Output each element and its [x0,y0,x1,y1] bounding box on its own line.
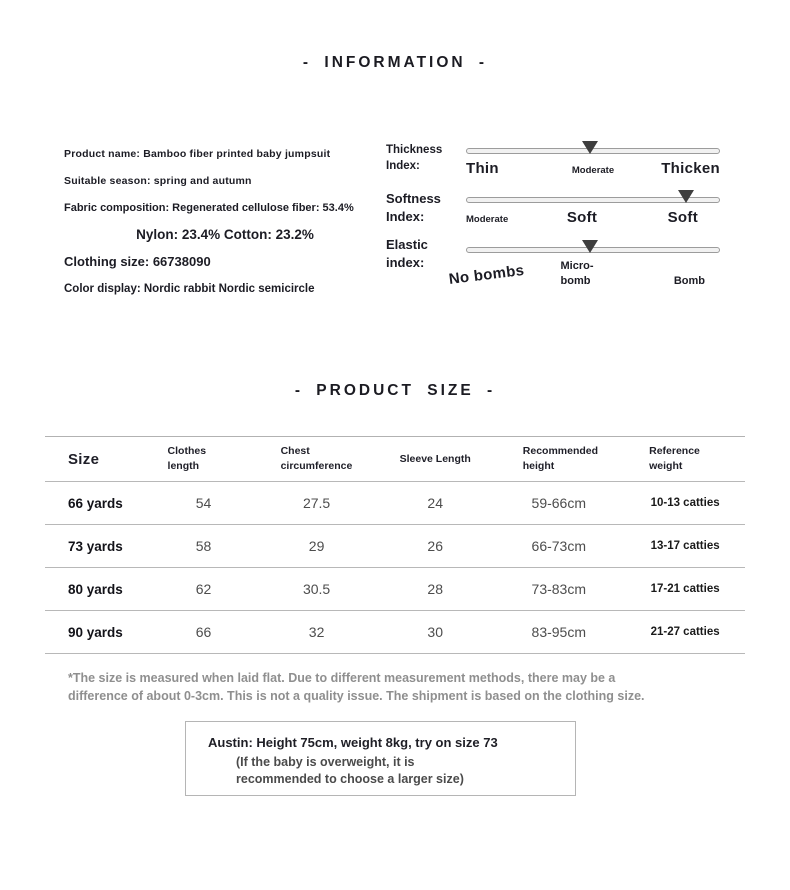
slider-marker-triangle-icon [582,240,598,253]
index-panel [386,136,720,298]
height-cell: 73-83cm [531,581,586,597]
height-cell: 59-66cm [531,495,586,511]
info-section [64,136,720,298]
col-header-size: Size [68,450,100,468]
product-size-heading: - PRODUCT SIZE - [294,382,496,399]
information-heading: - INFORMATION - [302,54,488,71]
thickness-slider-track [466,148,720,154]
sleeve-cell: 30 [427,624,443,640]
softness-slider-track [466,197,720,203]
weight-cell: 10-13 catties [650,497,720,509]
thickness-index-row [386,136,720,186]
elastic-index-label: Elastic index: [386,237,428,270]
softness-index-row [386,186,720,232]
size-table-header-row [45,437,745,482]
elastic-level-bomb: Bomb [673,274,706,287]
length-cell: 62 [195,581,212,597]
elastic-slider-track [466,247,720,253]
size-cell: 73 yards [68,538,123,554]
weight-cell: 21-27 catties [650,626,720,638]
thickness-level-thin: Thin [466,160,499,177]
measurement-footnote: *The size is measured when laid flat. Due to different measurement methods, there may be a difference of about 0-3cm. This is not a quality issue. The shipment is based on the clothing size. [68,671,645,704]
elastic-slider [447,232,720,298]
size-cell: 90 yards [68,624,123,640]
slider-marker-triangle-icon [582,141,598,154]
softness-index-label: Softness Index: [386,191,441,224]
thickness-levels [466,160,720,177]
thickness-level-moderate: Moderate [571,165,615,176]
col-header-recommended-height: Recommended height [522,445,599,472]
weight-cell: 17-21 catties [650,583,720,595]
elastic-levels [447,259,720,289]
softness-levels [466,209,720,226]
softness-slider [466,186,720,232]
col-header-clothes-length: Clothes length [167,445,207,472]
elastic-index-row [386,232,720,298]
sleeve-cell: 28 [427,581,443,597]
length-cell: 66 [195,624,212,640]
slider-marker-triangle-icon [678,190,694,203]
softness-level-soft: Soft [566,209,598,226]
col-header-chest-circumference: Chest circumference [280,445,353,472]
sleeve-cell: 26 [427,538,443,554]
length-cell: 54 [195,495,212,511]
chest-cell: 29 [308,538,325,554]
elastic-level-microbomb: Micro-bomb [560,260,594,287]
softness-level-moderate: Moderate [466,214,509,225]
suitable-season-line: Suitable season: spring and autumn [64,175,252,187]
size-table [45,436,745,654]
thickness-index-label: Thickness Index: [386,144,443,172]
sleeve-cell: 24 [427,495,443,511]
model-tryon-box [185,721,576,796]
elastic-level-nobombs: No bombs [447,261,526,288]
softness-level-soft-right: Soft [667,209,698,226]
weight-cell: 13-17 catties [650,540,720,552]
size-table-row-66 [45,482,745,525]
fabric-composition-line: Fabric composition: Regenerated cellulose fiber: 53.4% [64,202,354,214]
thickness-level-thicken: Thicken [661,160,721,177]
size-cell: 80 yards [68,581,123,597]
thickness-slider [466,136,720,186]
chest-cell: 30.5 [302,581,331,597]
color-display-line: Color display: Nordic rabbit Nordic semicircle [64,283,315,295]
size-cell: 66 yards [68,495,123,511]
size-table-row-90 [45,611,745,654]
size-table-row-73 [45,525,745,568]
product-name-line: Product name: Bamboo fiber printed baby jumpsuit [64,148,331,160]
model-tryon-note: (If the baby is overweight, it is recommended to choose a larger size) [236,755,464,787]
model-tryon-title: Austin: Height 75cm, weight 8kg, try on size 73 [208,735,498,751]
size-table-row-80 [45,568,745,611]
product-details [64,136,386,298]
fiber-percentages-line: Nylon: 23.4% Cotton: 23.2% [136,227,314,242]
chest-cell: 27.5 [302,495,331,511]
height-cell: 83-95cm [531,624,586,640]
chest-cell: 32 [308,624,325,640]
col-header-reference-weight: Reference weight [649,445,700,472]
length-cell: 58 [195,538,212,554]
clothing-size-line: Clothing size: 66738090 [64,254,211,269]
height-cell: 66-73cm [531,538,586,554]
col-header-sleeve-length: Sleeve Length [399,452,471,465]
